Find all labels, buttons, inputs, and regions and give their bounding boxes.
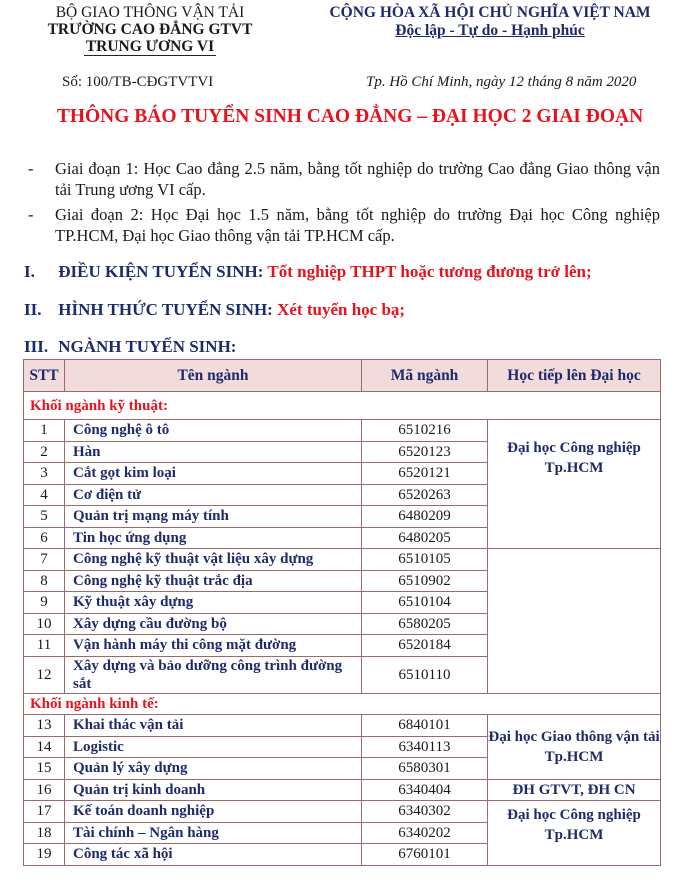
bullet-dash: -: [28, 159, 34, 178]
section-value: Xét tuyển học bạ;: [277, 300, 406, 319]
stt-cell: 8: [24, 570, 65, 592]
date-line: Tp. Hồ Chí Minh, ngày 12 tháng 8 năm 2020: [366, 74, 637, 90]
major-code-cell: 6580301: [362, 758, 488, 780]
stt-cell: 13: [24, 715, 65, 737]
major-code-cell: 6580205: [362, 613, 488, 635]
stt-cell: 4: [24, 484, 65, 506]
major-code-cell: 6510104: [362, 592, 488, 614]
section-number: I.: [24, 262, 35, 281]
ministry-name: BỘ GIAO THÔNG VẬN TẢI: [55, 4, 245, 21]
major-name-cell: Hàn: [65, 441, 362, 463]
major-code-cell: 6520184: [362, 635, 488, 657]
majors-table: [23, 359, 661, 866]
major-name-cell: Xây dựng cầu đường bộ: [65, 613, 362, 635]
stt-cell: 2: [24, 441, 65, 463]
section-label: HÌNH THỨC TUYỂN SINH:: [58, 300, 273, 319]
stt-cell: 7: [24, 549, 65, 571]
major-name-cell: Cắt gọt kim loại: [65, 463, 362, 485]
major-name-cell: Tin học ứng dụng: [65, 527, 362, 549]
stt-cell: 5: [24, 506, 65, 528]
university-cell: Đại học Công nghiệp Tp.HCM: [488, 801, 661, 866]
major-code-cell: 6340302: [362, 801, 488, 823]
stt-cell: 1: [24, 420, 65, 442]
school-name: TRƯỜNG CAO ĐẲNG GTVT: [47, 21, 253, 38]
notice-title: THÔNG BÁO TUYỂN SINH CAO ĐẲNG – ĐẠI HỌC 2 GIAI ĐOẠN: [56, 106, 644, 127]
university-cell: ĐH GTVT, ĐH CN: [488, 779, 661, 801]
stt-cell: 3: [24, 463, 65, 485]
major-code-cell: 6840101: [362, 715, 488, 737]
major-code-cell: 6480205: [362, 527, 488, 549]
group-row-economics: [24, 693, 661, 715]
stt-cell: 15: [24, 758, 65, 780]
university-cell: Đại học Công nghiệp Tp.HCM: [488, 420, 661, 549]
major-code-cell: 6510110: [362, 656, 488, 693]
reference-number: Số: 100/TB-CĐGTVTVI: [62, 74, 214, 90]
university-cell: Đại học Giao thông vận tải Tp.HCM: [488, 715, 661, 780]
table-row: [24, 420, 661, 442]
major-name-cell: Kỹ thuật xây dựng: [65, 592, 362, 614]
header-major-name: Tên ngành: [65, 360, 362, 392]
header-left: [0, 4, 300, 56]
major-code-cell: 6510902: [362, 570, 488, 592]
header-right: [280, 4, 700, 40]
stt-cell: 9: [24, 592, 65, 614]
bullet-dash: -: [28, 205, 34, 224]
major-name-cell: Công nghệ kỹ thuật trắc địa: [65, 570, 362, 592]
major-code-cell: 6520263: [362, 484, 488, 506]
major-code-cell: 6520121: [362, 463, 488, 485]
major-name-cell: Công nghệ ô tô: [65, 420, 362, 442]
major-name-cell: Kế toán doanh nghiệp: [65, 801, 362, 823]
stt-cell: 14: [24, 736, 65, 758]
major-code-cell: 6340202: [362, 822, 488, 844]
stt-cell: 19: [24, 844, 65, 866]
major-code-cell: 6340113: [362, 736, 488, 758]
school-name-line2: TRUNG ƯƠNG VI: [85, 38, 215, 55]
table-row: [24, 779, 661, 801]
header-university: Học tiếp lên Đại học: [488, 360, 661, 392]
phase-1: [28, 158, 660, 200]
nation-motto: Độc lập - Tự do - Hạnh phúc: [395, 22, 585, 39]
section-admission-condition: [24, 262, 592, 282]
stt-cell: 11: [24, 635, 65, 657]
header-stt: STT: [24, 360, 65, 392]
major-code-cell: 6510105: [362, 549, 488, 571]
major-name-cell: Tài chính – Ngân hàng: [65, 822, 362, 844]
phase-2: [28, 204, 660, 246]
group-title: Khối ngành kỹ thuật:: [24, 392, 661, 420]
header-major-code: Mã ngành: [362, 360, 488, 392]
table-header-row: [24, 360, 661, 392]
major-name-cell: Quản trị kinh doanh: [65, 779, 362, 801]
stt-cell: 18: [24, 822, 65, 844]
major-name-cell: Vận hành máy thi công mặt đường: [65, 635, 362, 657]
nation-name: CỘNG HÒA XÃ HỘI CHỦ NGHĨA VIỆT NAM: [329, 4, 651, 21]
table-row: [24, 715, 661, 737]
major-name-cell: Khai thác vận tải: [65, 715, 362, 737]
major-code-cell: 6510216: [362, 420, 488, 442]
stt-cell: 6: [24, 527, 65, 549]
major-name-cell: Quản lý xây dựng: [65, 758, 362, 780]
phase-text: Giai đoạn 2: Học Đại học 1.5 năm, bằng tốt nghiệp do trường Đại học Công nghiệp TP.HCM, Đại học Giao thông vận tải TP.HCM cấp.: [55, 205, 660, 245]
university-cell-empty: [488, 549, 661, 694]
major-name-cell: Cơ điện tử: [65, 484, 362, 506]
section-admission-method: [24, 300, 405, 320]
group-title: Khối ngành kinh tế:: [24, 693, 661, 715]
major-code-cell: 6480209: [362, 506, 488, 528]
group-row-technical: [24, 392, 661, 420]
major-code-cell: 6760101: [362, 844, 488, 866]
table-row: [24, 801, 661, 823]
major-name-cell: Quản trị mạng máy tính: [65, 506, 362, 528]
major-name-cell: Công nghệ kỹ thuật vật liệu xây dựng: [65, 549, 362, 571]
section-number: III.: [24, 337, 49, 356]
section-majors: [24, 337, 236, 357]
major-code-cell: 6520123: [362, 441, 488, 463]
major-code-cell: 6340404: [362, 779, 488, 801]
major-name-cell: Logistic: [65, 736, 362, 758]
table-row: [24, 549, 661, 571]
section-label: ĐIỀU KIỆN TUYỂN SINH:: [58, 262, 264, 281]
stt-cell: 17: [24, 801, 65, 823]
stt-cell: 10: [24, 613, 65, 635]
major-name-cell: Xây dựng và bảo dưỡng công trình đường sắt: [65, 656, 362, 693]
major-name-cell: Công tác xã hội: [65, 844, 362, 866]
section-value: Tốt nghiệp THPT hoặc tương đương trở lên;: [267, 262, 592, 281]
stt-cell: 16: [24, 779, 65, 801]
section-label: NGÀNH TUYỂN SINH:: [58, 337, 237, 356]
section-number: II.: [24, 300, 42, 319]
phase-text: Giai đoạn 1: Học Cao đẳng 2.5 năm, bằng tốt nghiệp do trường Cao đẳng Giao thông vận tải Trung ương VI cấp.: [55, 159, 660, 199]
stt-cell: 12: [24, 656, 65, 693]
